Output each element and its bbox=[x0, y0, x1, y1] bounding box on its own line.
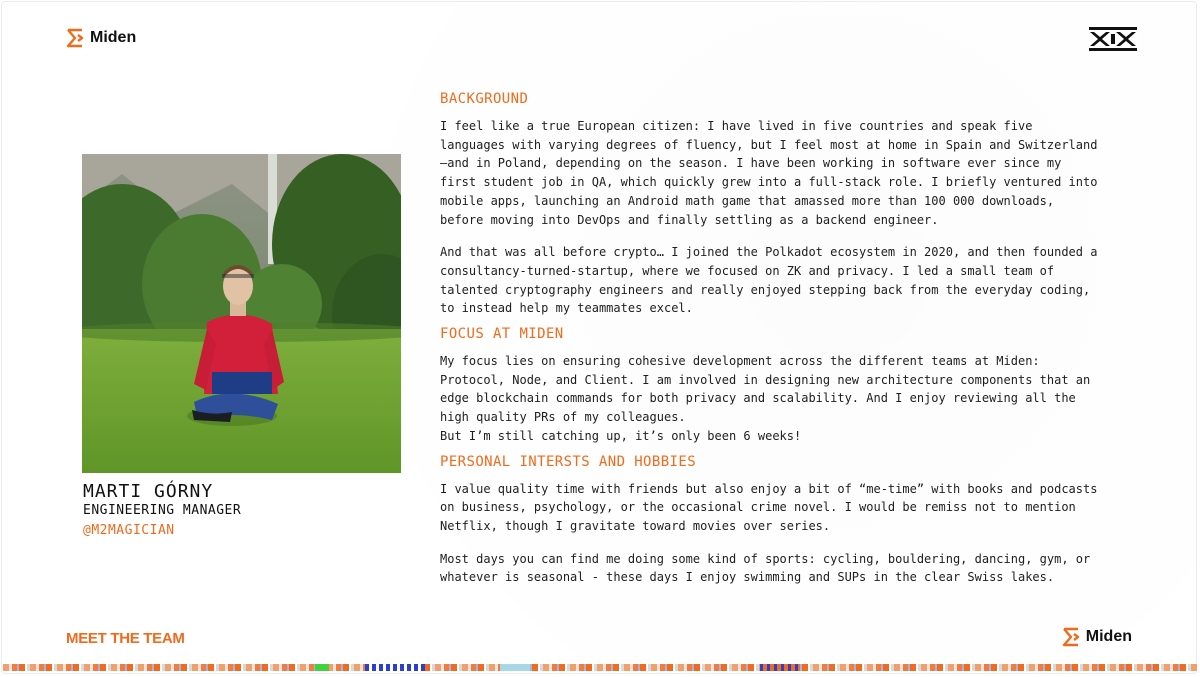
pixel-pattern-icon bbox=[1088, 26, 1138, 52]
footer-logo bbox=[1062, 627, 1132, 647]
miden-logo-icon bbox=[66, 28, 84, 48]
profile-name: MARTI GÓRNY bbox=[83, 481, 214, 502]
strip-accent-green bbox=[315, 664, 329, 671]
strip-accent-blue bbox=[365, 664, 425, 671]
header-logo-text: Miden bbox=[90, 29, 137, 46]
profile-role: ENGINEERING MANAGER bbox=[83, 503, 242, 518]
section-heading-hobbies: PERSONAL INTERSTS AND HOBBIES bbox=[440, 453, 697, 470]
section-heading-focus: FOCUS AT MIDEN bbox=[440, 326, 564, 343]
strip-accent-cyan bbox=[500, 664, 530, 671]
footer-title: MEET THE TEAM bbox=[66, 630, 185, 647]
profile-photo bbox=[82, 154, 401, 473]
footer-logo-text: Miden bbox=[1085, 628, 1132, 645]
miden-logo-icon bbox=[1062, 627, 1080, 647]
background-paragraph-2: And that was all before crypto… I joined the Polkadot ecosystem in 2020, and then founded a consultancy-turned-startup, where we focused on ZK and privacy. I led a small team of talented cryptography engineers and really enjoyed stepping back from the everyday coding, to instead help my teammates excel. bbox=[440, 245, 1098, 316]
header-logo bbox=[66, 28, 136, 48]
bio-content bbox=[440, 90, 1130, 587]
hobbies-paragraph-1: I value quality time with friends but also enjoy a bit of “me-time” with books and podcasts on business, psychology, or the occasional crime novel. I would be remiss not to mention Netflix, though I gravitate toward movies over series. bbox=[440, 481, 1098, 533]
profile-handle-link[interactable]: @M2MAGICIAN bbox=[83, 523, 175, 538]
hobbies-paragraph-2: Most days you can find me doing some kind of sports: cycling, bouldering, dancing, gym, or whatever is seasonal - these days I enjoy swimming and SUPs in the clear Swiss lakes. bbox=[440, 551, 1091, 585]
decorative-bottom-strip bbox=[3, 664, 1197, 671]
background-paragraph-1: I feel like a true European citizen: I have lived in five countries and speak five languages with varying degrees of fluency, but I feel most at home in Spain and Switzerland —and in Poland, depending on the season. I have been working in software ever since my first student job in QA, which quickly grew into a full-stack role. I briefly ventured into mobile apps, launching an Android math game that amassed more than 100 000 downloads, before moving into DevOps and finally settling as a backend engineer. bbox=[440, 119, 1098, 227]
slide bbox=[1, 1, 1197, 674]
focus-paragraph: My focus lies on ensuring cohesive development across the different teams at Miden: Protocol, Node, and Client. I am involved in designing new architecture components that an edge blockchain commands for both privacy and scalability. And I enjoy reviewing all the high quality PRs of my colleagues. But I’m still catching up, it’s only been 6 weeks! bbox=[440, 354, 1091, 443]
section-heading-background: BACKGROUND bbox=[440, 91, 529, 107]
strip-accent-mixed bbox=[760, 664, 800, 671]
